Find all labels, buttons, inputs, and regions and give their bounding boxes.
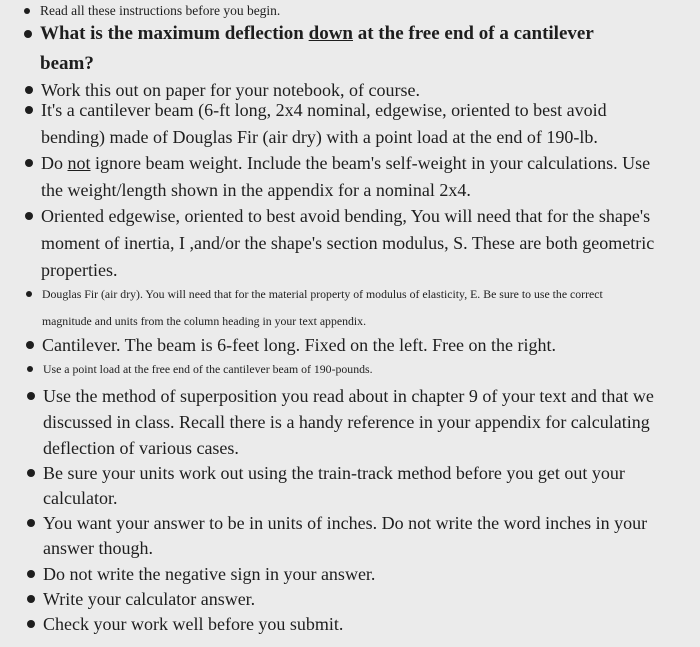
bullet-icon (24, 30, 32, 38)
instruction-text: magnitude and units from the column heading in your text appendix. (42, 314, 367, 328)
bullet-icon (27, 469, 35, 477)
instruction-text: Do not ignore beam weight. Include the beam's self-weight in your calculations. Use (41, 153, 651, 173)
instruction-text: answer though. (43, 538, 153, 558)
instruction-text: Oriented edgewise, oriented to best avoid bending, You will need that for the shape's (41, 206, 651, 226)
instruction-text: Do not write the negative sign in your answer. (43, 564, 376, 584)
bullet-icon (25, 159, 33, 167)
instruction-text: moment of inertia, I ,and/or the shape's section modulus, S. These are both geometric (41, 233, 655, 253)
bullet-icon (27, 392, 35, 400)
instruction-text: beam? (40, 53, 94, 74)
instruction-text: Cantilever. The beam is 6-feet long. Fixed on the left. Free on the right. (42, 335, 557, 355)
instruction-text: bending) made of Douglas Fir (air dry) with a point load at the end of 190-lb. (41, 127, 598, 147)
instruction-text: Work this out on paper for your notebook, of course. (41, 80, 420, 100)
instruction-text: the weight/length shown in the appendix for a nominal 2x4. (41, 180, 471, 200)
bullet-icon (27, 595, 35, 603)
instruction-text: calculator. (43, 488, 118, 508)
bullet-icon (26, 341, 34, 349)
instruction-text: Douglas Fir (air dry). You will need that for the material property of modulus of elasticity, E. Be sure to use the correct (42, 287, 603, 301)
bullet-icon (27, 570, 35, 578)
bullet-icon (27, 620, 35, 628)
bullet-icon (25, 106, 33, 114)
instruction-text: Use the method of superposition you read about in chapter 9 of your text and that we (43, 386, 654, 406)
instruction-text: discussed in class. Recall there is a handy reference in your appendix for calculating (43, 412, 650, 432)
bullet-icon (25, 86, 33, 94)
bullet-icon (24, 8, 30, 14)
bullet-icon (26, 291, 32, 297)
bullet-icon (27, 519, 35, 527)
instruction-text: deflection of various cases. (43, 438, 239, 458)
instruction-text: Use a point load at the free end of the cantilever beam of 190-pounds. (43, 362, 373, 376)
bullet-icon (27, 366, 33, 372)
instruction-text: Write your calculator answer. (43, 589, 256, 609)
instruction-text: Be sure your units work out using the train-track method before you get out your (43, 463, 625, 483)
instruction-text: What is the maximum deflection down at the free end of a cantilever (40, 23, 594, 44)
instruction-text: You want your answer to be in units of inches. Do not write the word inches in your (43, 513, 648, 533)
instruction-text: It's a cantilever beam (6-ft long, 2x4 nominal, edgewise, oriented to best avoid (41, 100, 607, 120)
bullet-icon (25, 212, 33, 220)
instruction-text: Read all these instructions before you begin. (40, 3, 281, 18)
instruction-text: properties. (41, 260, 118, 280)
instruction-text: Check your work well before you submit. (43, 614, 344, 634)
